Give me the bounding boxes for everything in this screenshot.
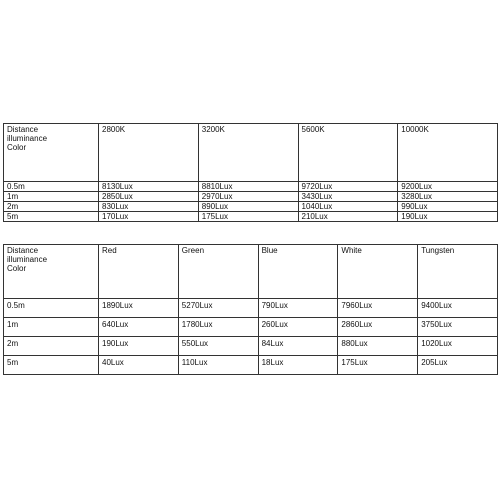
table-header-row [4,245,498,299]
table-row [4,299,498,318]
table-row [4,356,498,375]
table-row [4,212,498,222]
lux-cell: 18Lux [258,356,338,375]
lux-cell: 7960Lux [338,299,418,318]
lux-cell: 210Lux [298,212,398,222]
lux-cell: 8810Lux [198,182,298,192]
lux-cell: 110Lux [178,356,258,375]
lux-cell: 40Lux [99,356,179,375]
color-temperature-illuminance-table [3,123,498,222]
column-header-5600k: 5600K [298,124,398,182]
table-header-row [4,124,498,182]
lux-cell: 1780Lux [178,318,258,337]
lux-cell: 990Lux [398,202,498,212]
lux-cell: 2860Lux [338,318,418,337]
column-header-10000k: 10000K [398,124,498,182]
lux-cell: 84Lux [258,337,338,356]
lux-cell: 1020Lux [418,337,498,356]
column-header-white: White [338,245,418,299]
lux-cell: 8130Lux [99,182,199,192]
lux-cell: 5270Lux [178,299,258,318]
lux-cell: 175Lux [338,356,418,375]
light-color-illuminance-table [3,244,498,375]
distance-label: 2m [4,202,99,212]
lux-cell: 880Lux [338,337,418,356]
lux-cell: 205Lux [418,356,498,375]
lux-cell: 1890Lux [99,299,179,318]
distance-label: 1m [4,318,99,337]
table-row [4,337,498,356]
corner-header-cell: Distance illuminance Color [4,245,99,299]
column-header-green: Green [178,245,258,299]
lux-cell: 260Lux [258,318,338,337]
table-row [4,202,498,212]
column-header-3200k: 3200K [198,124,298,182]
distance-label: 2m [4,337,99,356]
lux-cell: 190Lux [99,337,179,356]
lux-cell: 830Lux [99,202,199,212]
lux-cell: 640Lux [99,318,179,337]
column-header-2800k: 2800K [99,124,199,182]
distance-label: 5m [4,212,99,222]
distance-label: 1m [4,192,99,202]
lux-cell: 790Lux [258,299,338,318]
corner-header-cell: Distance illuminance Color [4,124,99,182]
lux-cell: 2970Lux [198,192,298,202]
lux-cell: 550Lux [178,337,258,356]
table-row [4,318,498,337]
distance-label: 5m [4,356,99,375]
lux-cell: 9720Lux [298,182,398,192]
distance-label: 0.5m [4,299,99,318]
lux-cell: 890Lux [198,202,298,212]
lux-cell: 1040Lux [298,202,398,212]
table-row [4,182,498,192]
distance-label: 0.5m [4,182,99,192]
column-header-red: Red [99,245,179,299]
lux-cell: 2850Lux [99,192,199,202]
lux-cell: 3430Lux [298,192,398,202]
lux-cell: 190Lux [398,212,498,222]
lux-cell: 9200Lux [398,182,498,192]
column-header-blue: Blue [258,245,338,299]
lux-cell: 9400Lux [418,299,498,318]
lux-cell: 3750Lux [418,318,498,337]
lux-cell: 175Lux [198,212,298,222]
lux-cell: 170Lux [99,212,199,222]
lux-cell: 3280Lux [398,192,498,202]
column-header-tungsten: Tungsten [418,245,498,299]
table-row [4,192,498,202]
